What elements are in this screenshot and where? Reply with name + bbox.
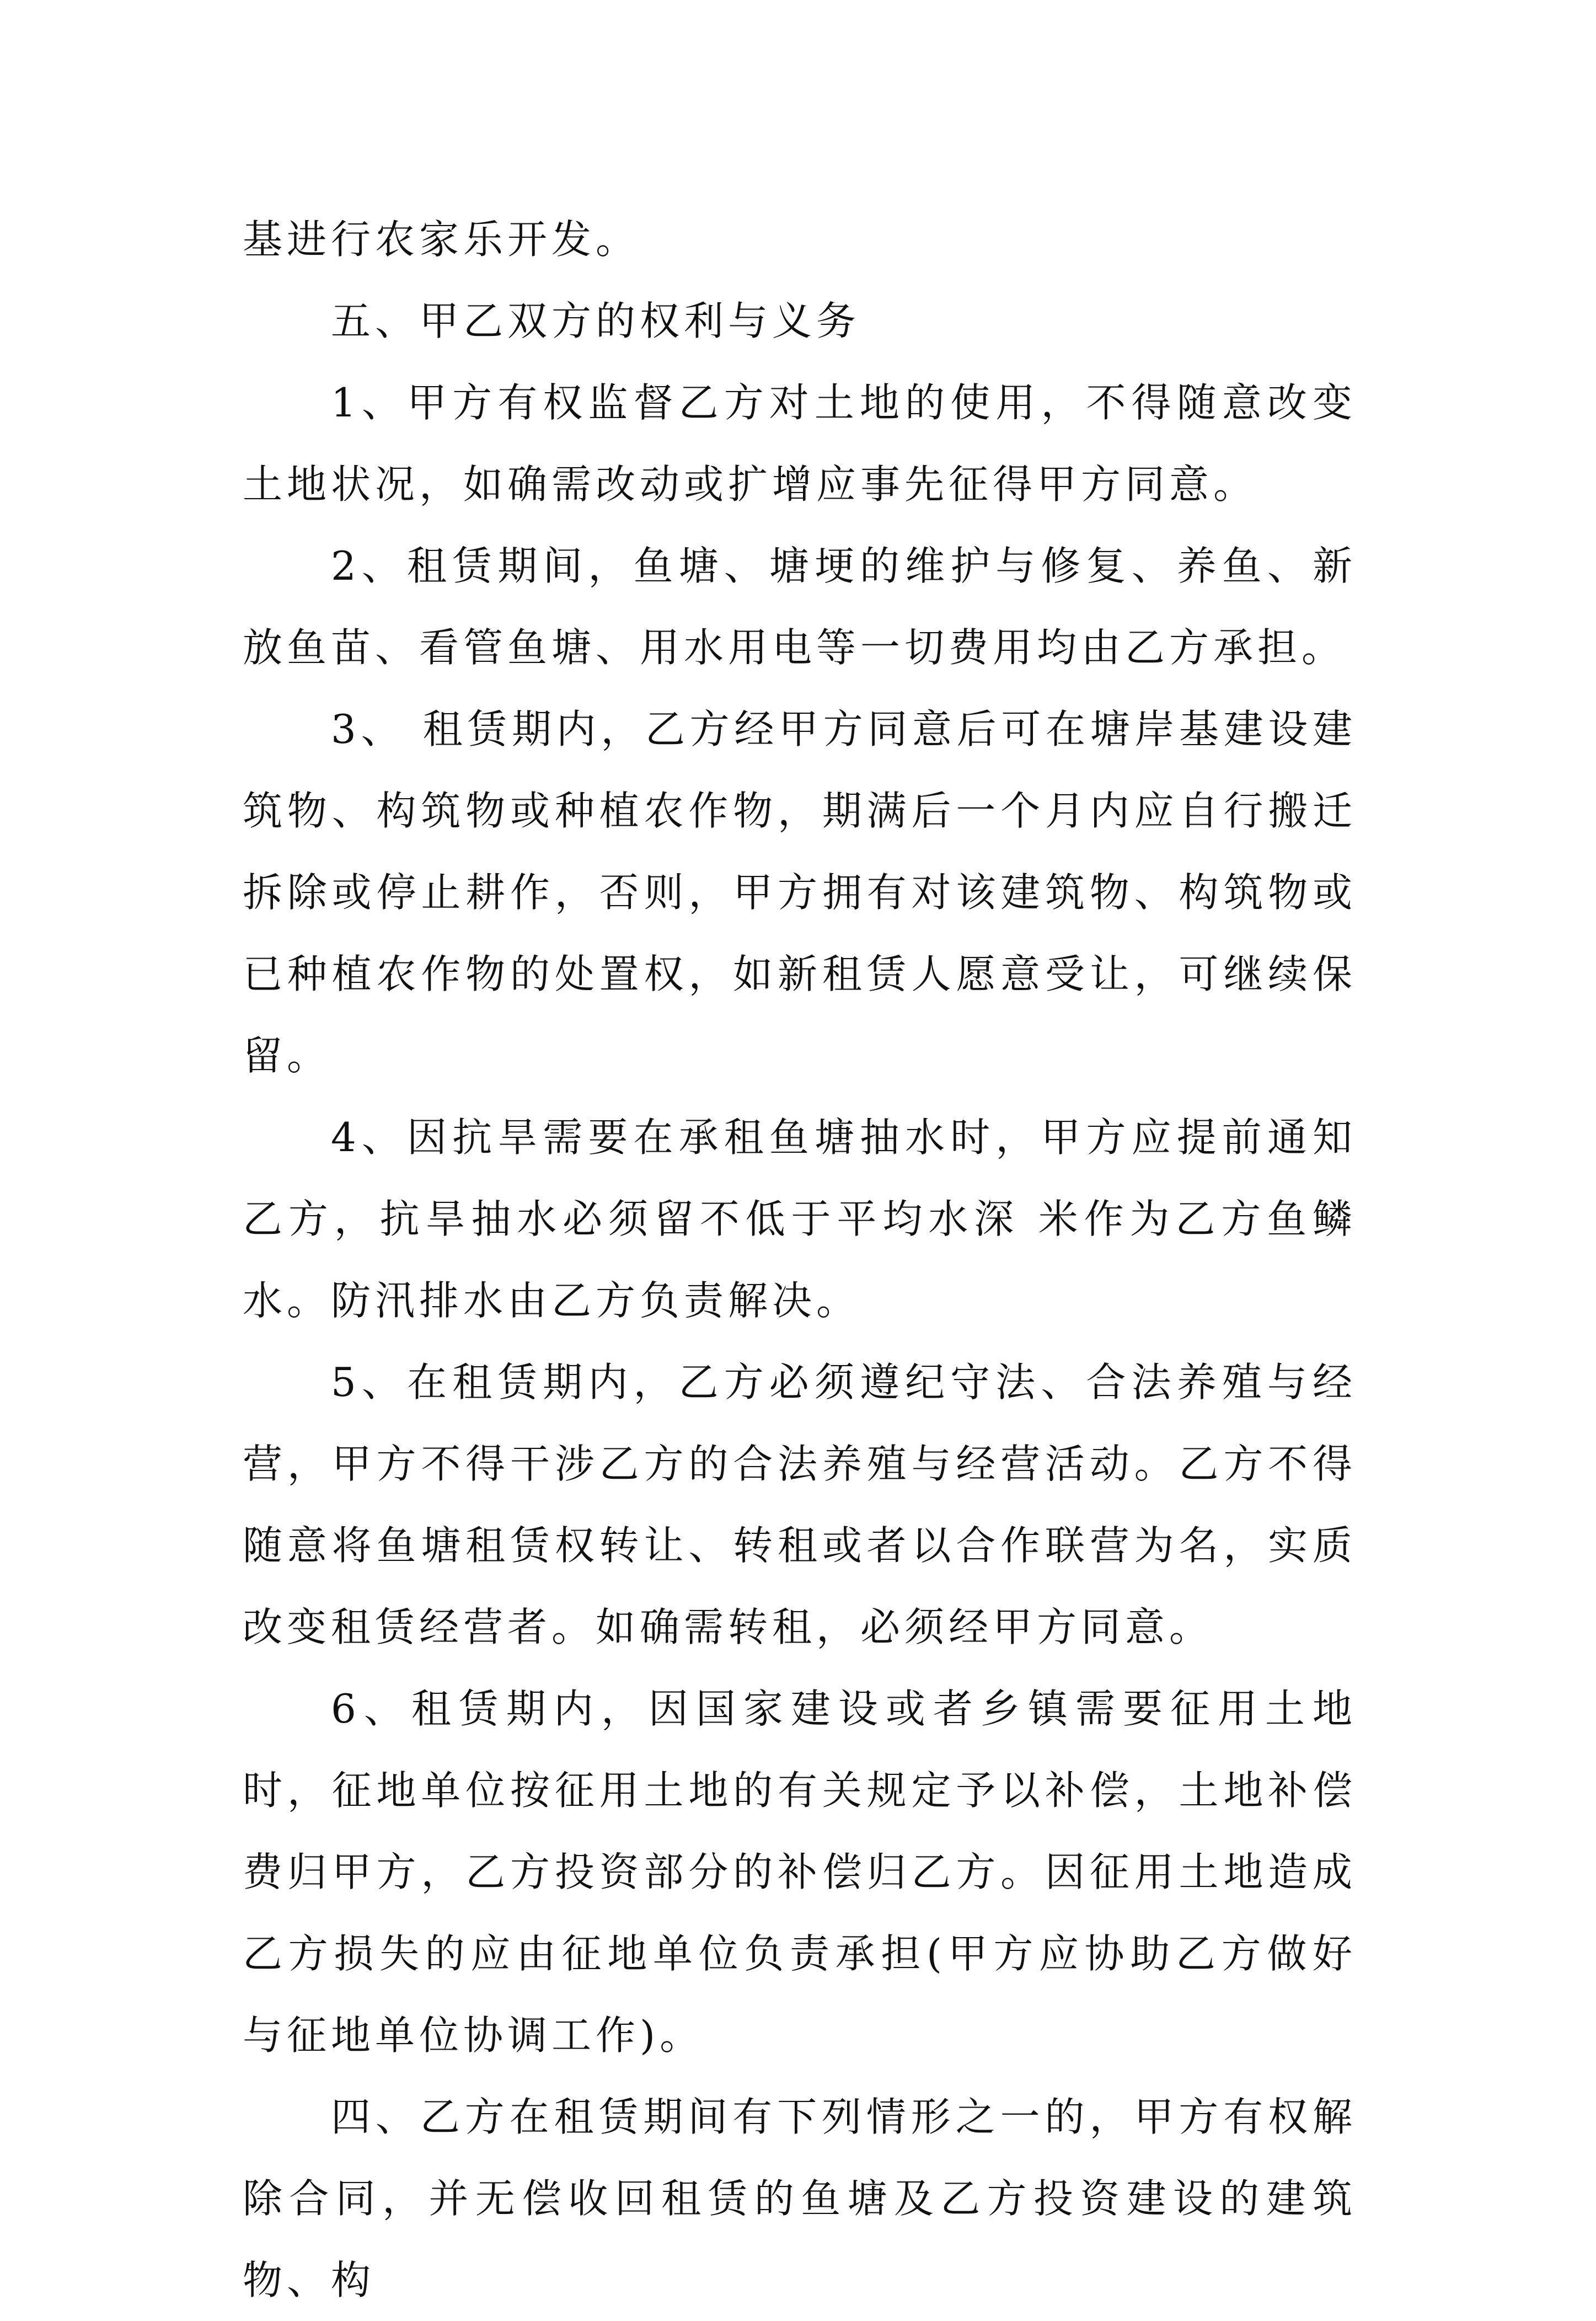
- section-heading-rights-obligations: 五、甲乙双方的权利与义务: [331, 298, 861, 344]
- clause-2: 2、租赁期间，鱼塘、塘埂的维护与修复、养鱼、新放鱼苗、看管鱼塘、用水用电等一切费用均由乙方承担。: [243, 543, 1357, 671]
- section-heading-termination: 四、乙方在租赁期间有下列情形之一的，甲方有权解除合同，并无偿收回租赁的鱼塘及乙方投资建设的建筑物、构: [243, 2094, 1357, 2303]
- clause-6: 6、租赁期内，因国家建设或者乡镇需要征用土地时，征地单位按征用土地的有关规定予以补偿，土地补偿费归甲方，乙方投资部分的补偿归乙方。因征用土地造成乙方损失的应由征地单位负责承担(甲方应协助乙方做好与征地单位协调工作)。: [243, 1686, 1357, 2058]
- clause-5: 5、在租赁期内，乙方必须遵纪守法、合法养殖与经营，甲方不得干涉乙方的合法养殖与经营活动。乙方不得随意将鱼塘租赁权转让、转租或者以合作联营为名，实质改变租赁经营者。如确需转租，必须经甲方同意。: [243, 1359, 1357, 1650]
- clause-1: 1、甲方有权监督乙方对土地的使用，不得随意改变土地状况，如确需改动或扩增应事先征得甲方同意。: [243, 379, 1357, 507]
- document-body: [243, 199, 1357, 2321]
- clause-3: 3、 租赁期内，乙方经甲方同意后可在塘岸基建设建筑物、构筑物或种植农作物，期满后一个月内应自行搬迁拆除或停止耕作，否则，甲方拥有对该建筑物、构筑物或已种植农作物的处置权，如新租赁人愿意受让，可继续保留。: [243, 706, 1357, 1079]
- clause-4: 4、因抗旱需要在承租鱼塘抽水时，甲方应提前通知乙方，抗旱抽水必须留不低于平均水深 米作为乙方鱼鳞水。防汛排水由乙方负责解决。: [243, 1114, 1357, 1324]
- paragraph-continuation: 基进行农家乐开发。: [243, 216, 640, 263]
